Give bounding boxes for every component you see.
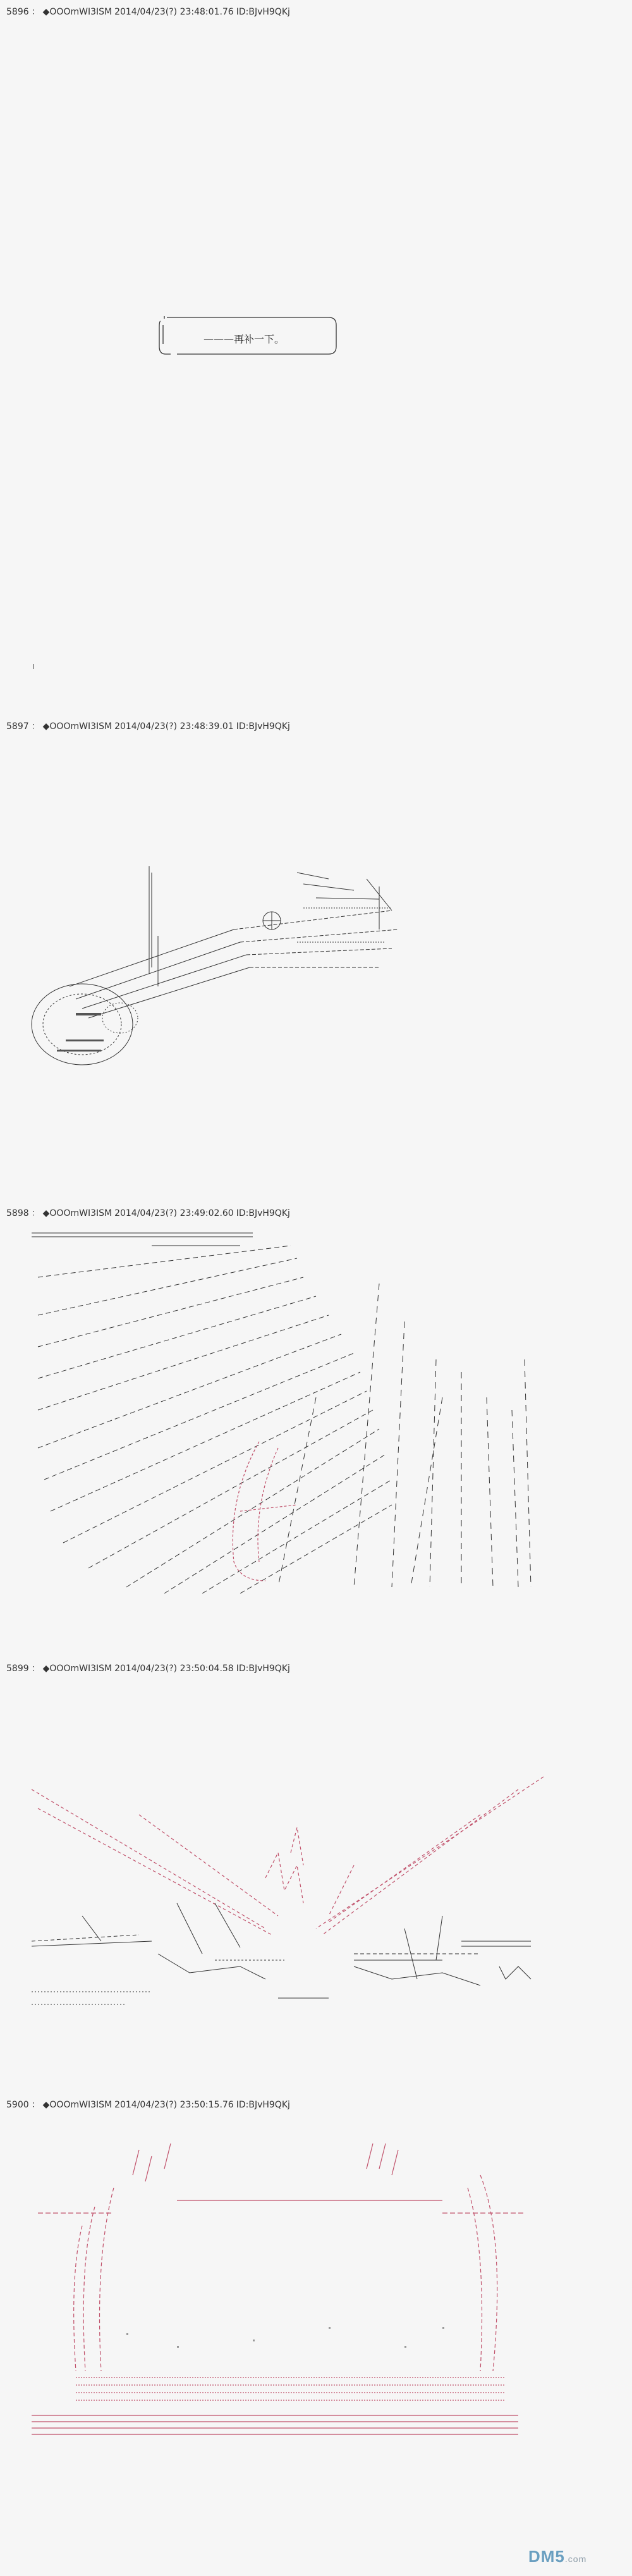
post-id: ID:BJvH9QKj xyxy=(236,1664,290,1674)
post-number: 5898 xyxy=(6,1208,29,1218)
post-datetime: 2014/04/23(?) 23:49:02.60 xyxy=(114,1208,234,1218)
ascii-art-explosion xyxy=(0,1663,632,2099)
post-author: ◆OOOmWI3ISM xyxy=(42,2100,112,2110)
site-watermark-logo xyxy=(528,2547,623,2572)
post-number: 5896 xyxy=(6,7,29,17)
post-datetime: 2014/04/23(?) 23:50:15.76 xyxy=(114,2100,234,2110)
post-5898 xyxy=(0,1208,632,1663)
post-datetime: 2014/04/23(?) 23:48:01.76 xyxy=(114,7,234,17)
post-id: ID:BJvH9QKj xyxy=(236,2100,290,2110)
post-separator: ： xyxy=(31,7,40,17)
post-id: ID:BJvH9QKj xyxy=(236,7,290,17)
post-separator: ： xyxy=(31,721,40,732)
watermark-brand: DM5 xyxy=(528,2547,565,2566)
ascii-art-cannon-fire xyxy=(0,721,632,1208)
post-datetime: 2014/04/23(?) 23:50:04.58 xyxy=(114,1664,234,1674)
post-5897 xyxy=(0,721,632,1208)
post-5900 xyxy=(0,2099,632,2576)
post-number: 5900 xyxy=(6,2100,29,2110)
post-separator: ： xyxy=(31,1664,40,1674)
post-header xyxy=(6,6,293,18)
ascii-art-speed-lines xyxy=(0,1208,632,1663)
stray-mark xyxy=(33,664,34,669)
ascii-art-blast-dome xyxy=(0,2099,632,2576)
post-separator: ： xyxy=(31,2100,40,2110)
post-5896 xyxy=(0,6,632,721)
post-author: ◆OOOmWI3ISM xyxy=(42,1208,112,1218)
post-separator: ： xyxy=(31,1208,40,1218)
watermark-suffix: .com xyxy=(564,2554,587,2564)
post-author: ◆OOOmWI3ISM xyxy=(42,7,112,17)
post-number: 5897 xyxy=(6,721,29,732)
post-datetime: 2014/04/23(?) 23:48:39.01 xyxy=(114,721,234,732)
post-5899 xyxy=(0,1663,632,2099)
speech-bubble xyxy=(158,315,341,359)
speech-bubble-text: ———再补一下。 xyxy=(204,333,285,345)
post-author: ◆OOOmWI3ISM xyxy=(42,1664,112,1674)
post-id: ID:BJvH9QKj xyxy=(236,721,290,732)
post-author: ◆OOOmWI3ISM xyxy=(42,721,112,732)
post-id: ID:BJvH9QKj xyxy=(236,1208,290,1218)
post-number: 5899 xyxy=(6,1664,29,1674)
